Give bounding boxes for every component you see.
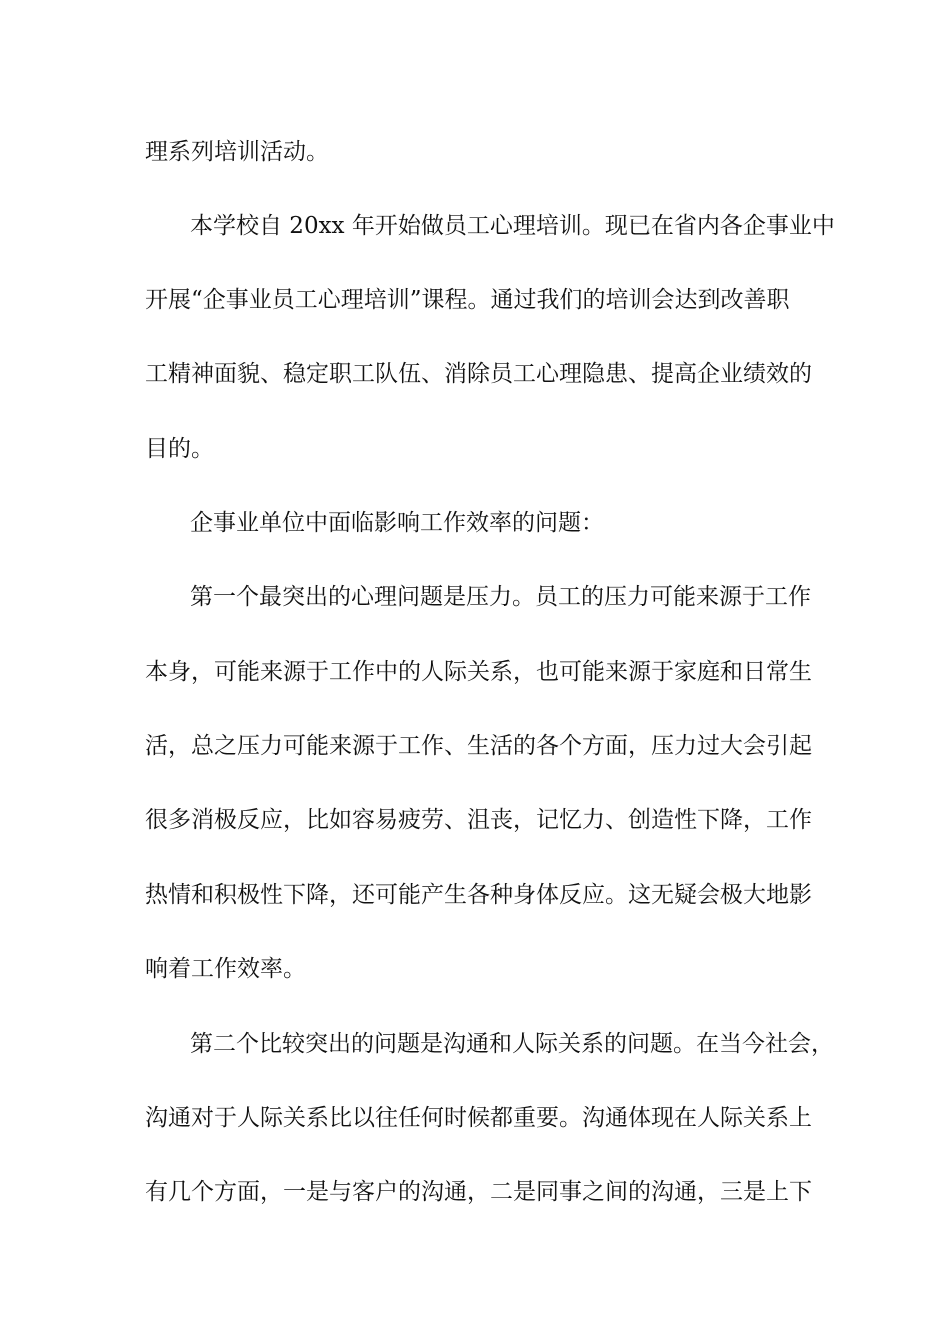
text-line: 工精神面貌、稳定职工队伍、消除员工心理隐患、提高企业绩效的 — [145, 361, 812, 387]
text-line: 本身，可能来源于工作中的人际关系，也可能来源于家庭和日常生 — [145, 659, 812, 685]
text-line: 活，总之压力可能来源于工作、生活的各个方面，压力过大会引起 — [145, 733, 812, 759]
text-line: 目的。 — [145, 436, 214, 462]
text-line: 热情和积极性下降，还可能产生各种身体反应。这无疑会极大地影 — [145, 882, 812, 908]
text-line: 有几个方面，一是与客户的沟通，二是同事之间的沟通，三是上下 — [145, 1179, 812, 1205]
paragraph-first-line: 企事业单位中面临影响工作效率的问题： — [190, 510, 604, 536]
text-line: 很多消极反应，比如容易疲劳、沮丧，记忆力、创造性下降，工作 — [145, 807, 812, 833]
text-line: 理系列培训活动。 — [145, 139, 329, 165]
text-line: 响着工作效率。 — [145, 956, 306, 982]
paragraph-first-line: 第一个最突出的心理问题是压力。员工的压力可能来源于工作 — [190, 584, 811, 610]
text-line: 沟通对于人际关系比以往任何时候都重要。沟通体现在人际关系上 — [145, 1105, 812, 1131]
text-line: 开展“企事业员工心理培训”课程。通过我们的培训会达到改善职 — [145, 287, 790, 313]
paragraph-first-line: 第二个比较突出的问题是沟通和人际关系的问题。在当今社会， — [190, 1031, 834, 1057]
paragraph-first-line: 本学校自 20xx 年开始做员工心理培训。现已在省内各企事业中 — [190, 213, 835, 239]
